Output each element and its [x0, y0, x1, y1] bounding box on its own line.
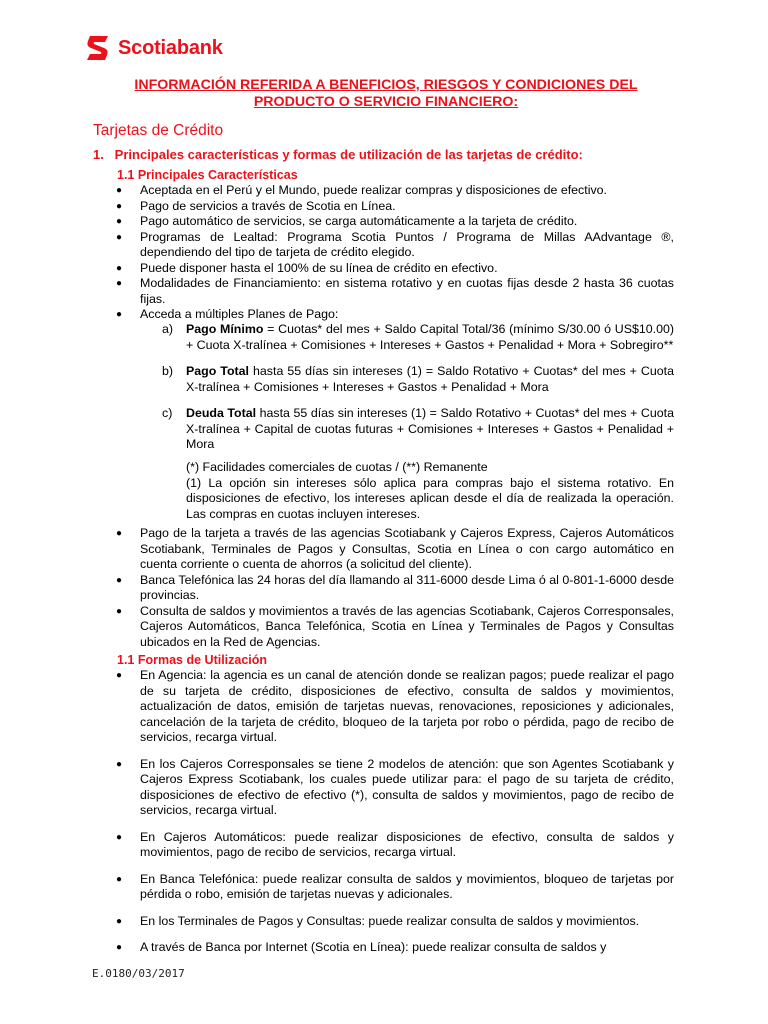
list-item: ● Modalidades de Financiamiento: en sistema rotativo y en cuotas fijas desde 2 hasta 36 cuotas fijas. [116, 276, 674, 306]
list-item: ● En los Cajeros Corresponsales se tiene 2 modelos de atención: que son Agentes Scotiabank y Cajeros Express Scotiabank, los cuales puede utilizar para: el pago de su tarjeta de crédito, disposiciones de efectivo de efectivo (*), consulta de saldos y movimientos, pago de recibo de servicios, recarga virtual. [116, 756, 674, 817]
list-item: ● Pago de servicios a través de Scotia en Línea. [116, 198, 396, 213]
list-item: ● Aceptada en el Perú y el Mundo, puede realizar compras y disposiciones de efectivo. [116, 183, 607, 197]
usage-list [116, 668, 674, 956]
list-item: ● Consulta de saldos y movimientos a través de las agencias Scotiabank, Cajeros Corresponsales, Cajeros Automáticos, Banca Telefónica, Scotia en Línea y Terminales de Pagos y Consultas ubicados en la Red de Agencias. [116, 603, 674, 649]
document-code: E.0180/03/2017 [92, 967, 185, 980]
list-item: ● Banca Telefónica las 24 horas del día llamando al 311-6000 desde Lima ó al 0-801-1-6000 desde provincias. [116, 572, 674, 602]
plan-item: a) Pago Mínimo = Cuotas* del mes + Saldo Capital Total/36 (mínimo S/30.00 ó US$10.00) + Cuota X-tralínea + Comisiones + Intereses + Gastos + Penalidad + Mora + Sobregiro** [162, 322, 674, 352]
plan-item: c) Deuda Total hasta 55 días sin intereses (1) = Saldo Rotativo + Cuotas* del mes + Cuota X-tralínea + Capital de cuotas futuras + Comisiones + Intereses + Gastos + Penalidad + Mora [162, 406, 674, 451]
note-remanente: (*) Facilidades comerciales de cuotas / (**) Remanente [186, 460, 488, 474]
list-item: ● Pago de la tarjeta a través de las agencias Scotiabank y Cajeros Express, Cajeros Automáticos Scotiabank, Terminales de Pagos y Consultas, Scotia en Línea o con cargo automático en cuenta corriente o cuenta de ahorros (a solicitud del cliente). [116, 526, 674, 571]
section-title: Tarjetas de Crédito [93, 122, 224, 139]
document-title: INFORMACIÓN REFERIDA A BENEFICIOS, RIESGOS Y CONDICIONES DEL PRODUCTO O SERVICIO FINANCIERO: [134, 77, 638, 110]
list-item: ● Acceda a múltiples Planes de Pago: [116, 307, 339, 321]
list-item: ● A través de Banca por Internet (Scotia en Línea): puede realizar consulta de saldos y [116, 940, 607, 954]
plan-item: b) Pago Total hasta 55 días sin intereses (1) = Saldo Rotativo + Cuotas* del mes + Cuota X-tralínea + Comisiones + Intereses + Gastos + Penalidad + Mora [162, 364, 674, 394]
list-item: ● Pago automático de servicios, se carga automáticamente a la tarjeta de crédito. [116, 214, 578, 228]
brand-name: Scotiabank [118, 36, 223, 59]
list-item: ● En los Terminales de Pagos y Consultas: puede realizar consulta de saldos y movimientos. [116, 913, 640, 928]
subheading-usage: 1.1 Formas de Utilización [117, 653, 268, 667]
list-item: ● Puede disponer hasta el 100% de su línea de crédito en efectivo. [116, 260, 498, 275]
plan-notes [186, 460, 674, 522]
list-item: ● Programas de Lealtad: Programa Scotia Puntos / Programa de Millas AAdvantage ®, dependiendo del tipo de tarjeta de crédito elegido. [116, 229, 674, 259]
features-list-2 [116, 526, 674, 650]
payment-plans-list [162, 322, 674, 464]
scotiabank-s-icon [84, 33, 112, 63]
heading-characteristics: 1. Principales características y formas de utilización de las tarjetas de crédito: [93, 147, 583, 162]
list-item: ● En Banca Telefónica: puede realizar consulta de saldos y movimientos, bloqueo de tarjetas por pérdida o robo, emisión de tarjetas nuevas y adicionales. [116, 871, 674, 901]
subheading-main-features: 1.1 Principales Características [117, 168, 298, 182]
scotiabank-logo [84, 32, 223, 64]
list-item: ● En Agencia: la agencia es un canal de atención donde se realizan pagos; puede realizar el pago de su tarjeta de crédito, disposiciones de efectivo, consulta de saldos y movimientos, actualización de datos, emisión de tarjetas nuevas, renovaciones, reposiciones y adicionales, cancelación de la tarjeta de crédito, bloqueo de la tarjeta por robo o pérdida, pago de recibo de servicios, recarga virtual. [116, 668, 674, 744]
features-list [116, 183, 674, 323]
note-interest: (1) La opción sin intereses sólo aplica para compras bajo el sistema rotativo. En disposiciones de efectivo, los intereses aplican desde el día de realizada la operación. Las compras en cuotas incluyen intereses. [186, 475, 674, 521]
list-item: ● En Cajeros Automáticos: puede realizar disposiciones de efectivo, consulta de saldos y movimientos, pago de recibo de servicios, recarga virtual. [116, 829, 674, 859]
